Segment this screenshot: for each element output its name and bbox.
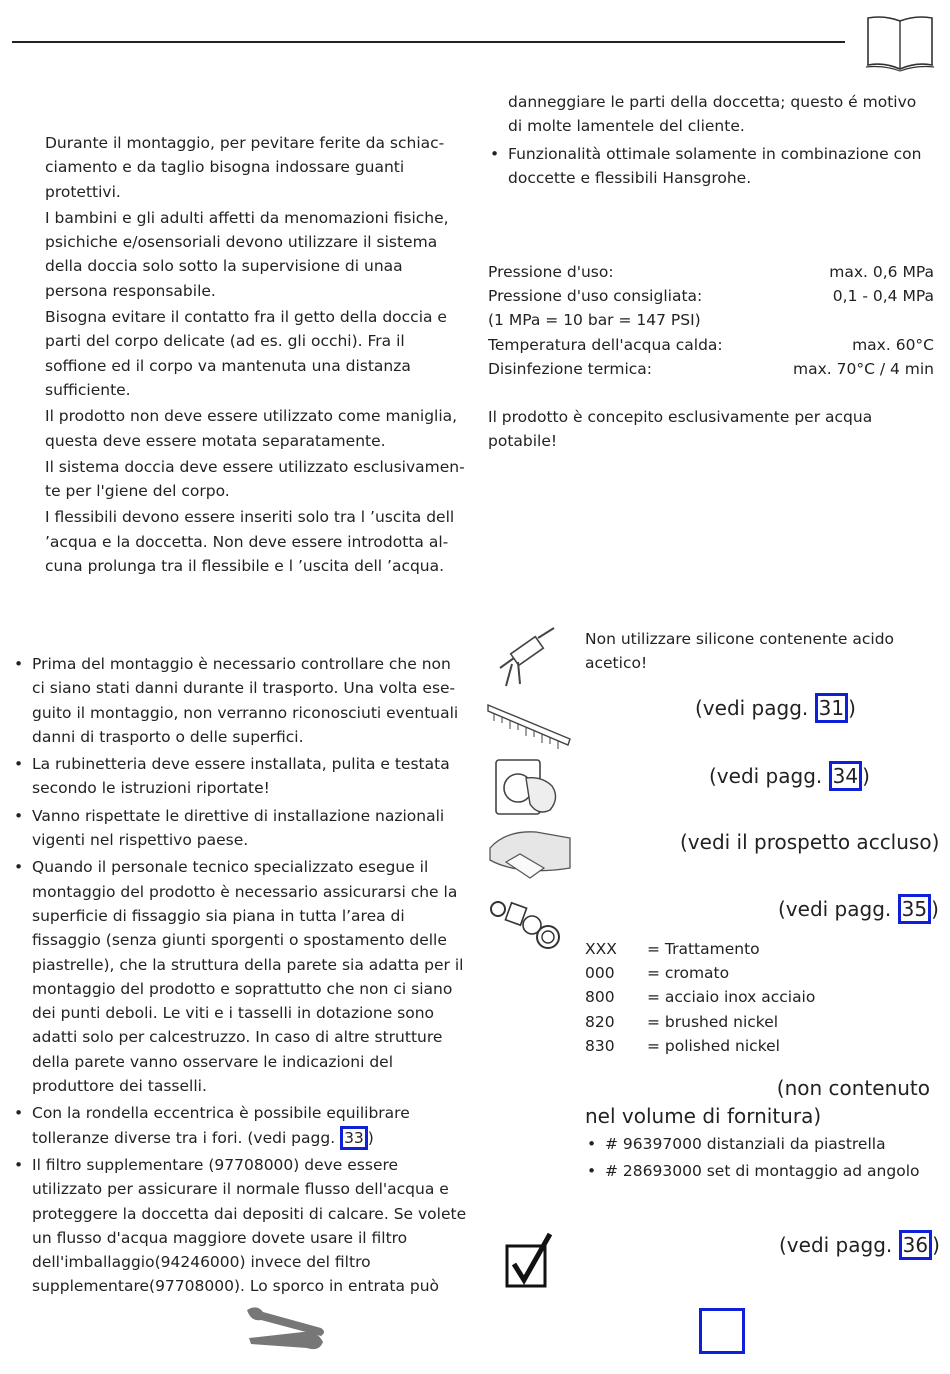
- technical-specs: [488, 260, 934, 381]
- finish-row: 000 = cromato: [585, 964, 730, 983]
- spec-value: max. 70°C / 4 min: [792, 359, 934, 378]
- page-link-36[interactable]: 36: [899, 1230, 932, 1260]
- finish-codes: [585, 937, 885, 1058]
- safety-paragraph: Il prodotto non deve essere utilizzato come maniglia, questa deve essere motata separatamente.: [45, 407, 458, 450]
- silicone-note: Non utilizzare silicone contenente acido acetico!: [585, 630, 895, 673]
- header-rule: [12, 41, 845, 43]
- spec-row: [488, 260, 934, 284]
- safety-section: [45, 131, 468, 580]
- spec-label: Temperatura dell'acqua calda:: [488, 335, 723, 354]
- installation-notes: [12, 652, 467, 1302]
- silicone-gun-icon: [492, 626, 562, 688]
- right-top-text: [488, 90, 934, 193]
- spare-parts-ref: (vedi pagg. 35 ): [778, 895, 939, 923]
- page-link-33[interactable]: 33: [340, 1126, 368, 1150]
- continued-text: danneggiare le parti della doccetta; questo é motivo di molte lamentele del cliente.: [508, 93, 917, 136]
- accessory-item: • # 96397000 distanziali da piastrella: [585, 1132, 930, 1156]
- test-ref: (vedi pagg. 34 ): [709, 762, 870, 790]
- potable-water-note: Il prodotto è concepito esclusivamente per acqua potabile!: [488, 408, 873, 451]
- spec-row: [488, 284, 934, 308]
- finish-row: XXX = Trattamento: [585, 940, 760, 958]
- safety-paragraph: Bisogna evitare il contatto fra il getto della doccia e parti del corpo delicate (ad es. gli occhi). Fra il soffione ed il corpo va mantenuta una distanza sufficiente.: [45, 308, 447, 399]
- final-check-ref: (vedi pagg. 36 ): [779, 1231, 940, 1259]
- page-link-31[interactable]: 31: [815, 693, 848, 723]
- tools-icon: [243, 1302, 327, 1356]
- finish-row: 830 = polished nickel: [585, 1036, 780, 1055]
- manual-book-icon: [864, 13, 936, 73]
- spec-value: max. 60°C: [852, 335, 934, 354]
- spec-row: [488, 333, 934, 357]
- cleaning-ref: (vedi il prospetto accluso): [680, 830, 940, 854]
- page-link-34[interactable]: 34: [829, 761, 862, 791]
- spec-label: Pressione d'uso:: [488, 263, 614, 281]
- safety-paragraph: Il sistema doccia deve essere utilizzato esclusivamen- te per l'giene del corpo.: [45, 457, 465, 501]
- spec-label: Pressione d'uso consigliata:: [488, 287, 703, 306]
- installation-bullet: • Quando il personale tecnico specializzato esegue il montaggio del prodotto è necessario assicurarsi che la superficie di fissaggio sia piana in tutta l’area di fissaggio (senza giunti sporgenti o spostamento delle piastrelle), che la struttura della parete sia adatta per il montaggio del prodotto e soprattutto che non ci siano dei punti deboli. Le viti e i tasselli in dotazione sono adatti solo per calcestruzzo. In caso di altre strutture della parete vanno osservare le indicazioni del produttore dei tasselli.: [12, 855, 467, 1098]
- empty-link-box[interactable]: [699, 1308, 745, 1354]
- ruler-icon: [486, 693, 572, 753]
- spec-label: (1 MPa = 10 bar = 147 PSI): [488, 311, 701, 330]
- spec-row: [488, 308, 934, 332]
- installation-bullet: • La rubinetteria deve essere installata, pulita e testata secondo le istruzioni riportate!: [12, 752, 467, 801]
- cleaning-hand-icon: [486, 818, 572, 884]
- spec-row: [488, 357, 934, 381]
- safety-paragraph: Durante il montaggio, per pevitare ferite da schiac- ciamento e da taglio bisogna indossare guanti protettivi.: [45, 134, 445, 201]
- checkmark-box-icon: [504, 1230, 556, 1292]
- accessories-title-1: (non contenuto: [776, 1076, 930, 1100]
- finish-row: 800 = acciaio inox acciaio: [585, 988, 816, 1007]
- spare-parts-icon: [488, 895, 560, 953]
- pressure-test-icon: [490, 748, 565, 820]
- finish-row: 820 = brushed nickel: [585, 1012, 779, 1031]
- spec-label: Disinfezione termica:: [488, 359, 653, 378]
- dimensions-ref: (vedi pagg. 31 ): [695, 694, 856, 722]
- washer-bullet: • Con la rondella eccentrica è possibile equilibrare tolleranze diverse tra i fori. (vedi pagg. 33 ): [12, 1101, 467, 1150]
- safety-paragraph: I flessibili devono essere inseriti solo tra l ’uscita dell ’acqua e la doccetta. Non deve essere introdotta al- cuna prolunga tra il flessibile e l ’uscita dell ’acqua.: [45, 508, 455, 576]
- installation-bullet: • Il filtro supplementare (97708000) deve essere utilizzato per assicurare il normale flusso dell'acqua e proteggere la doccetta dai depositi di calcare. Se volete un flusso d'acqua maggiore dovete usare il filtro dell'imballaggio(94246000) invece del filtro supplementare(97708000). Lo sporco in entrata può: [12, 1153, 467, 1299]
- spec-value: 0,1 - 0,4 MPa: [832, 287, 934, 306]
- hansgrohe-bullet: • Funzionalità ottimale solamente in combinazione con doccette e flessibili Hansgrohe.: [488, 142, 934, 191]
- installation-bullet: • Prima del montaggio è necessario controllare che non ci siano stati danni durante il trasporto. Una volta ese- guito il montaggio, non verranno riconosciuti eventuali danni di trasporto o delle superfici.: [12, 652, 467, 749]
- page-link-35[interactable]: 35: [898, 894, 931, 924]
- accessory-item: • # 28693000 set di montaggio ad angolo: [585, 1159, 930, 1183]
- accessories-section: [585, 1074, 930, 1187]
- safety-paragraph: I bambini e gli adulti affetti da menomazioni fisiche, psichiche e/osensoriali devono utilizzare il sistema della doccia solo sotto la supervisione di unaa persona responsabile.: [45, 208, 449, 300]
- spec-value: max. 0,6 MPa: [829, 263, 934, 281]
- accessories-title-2: nel volume di fornitura): [585, 1104, 822, 1128]
- installation-bullet: • Vanno rispettate le direttive di installazione nazionali vigenti nel rispettivo paese.: [12, 804, 467, 853]
